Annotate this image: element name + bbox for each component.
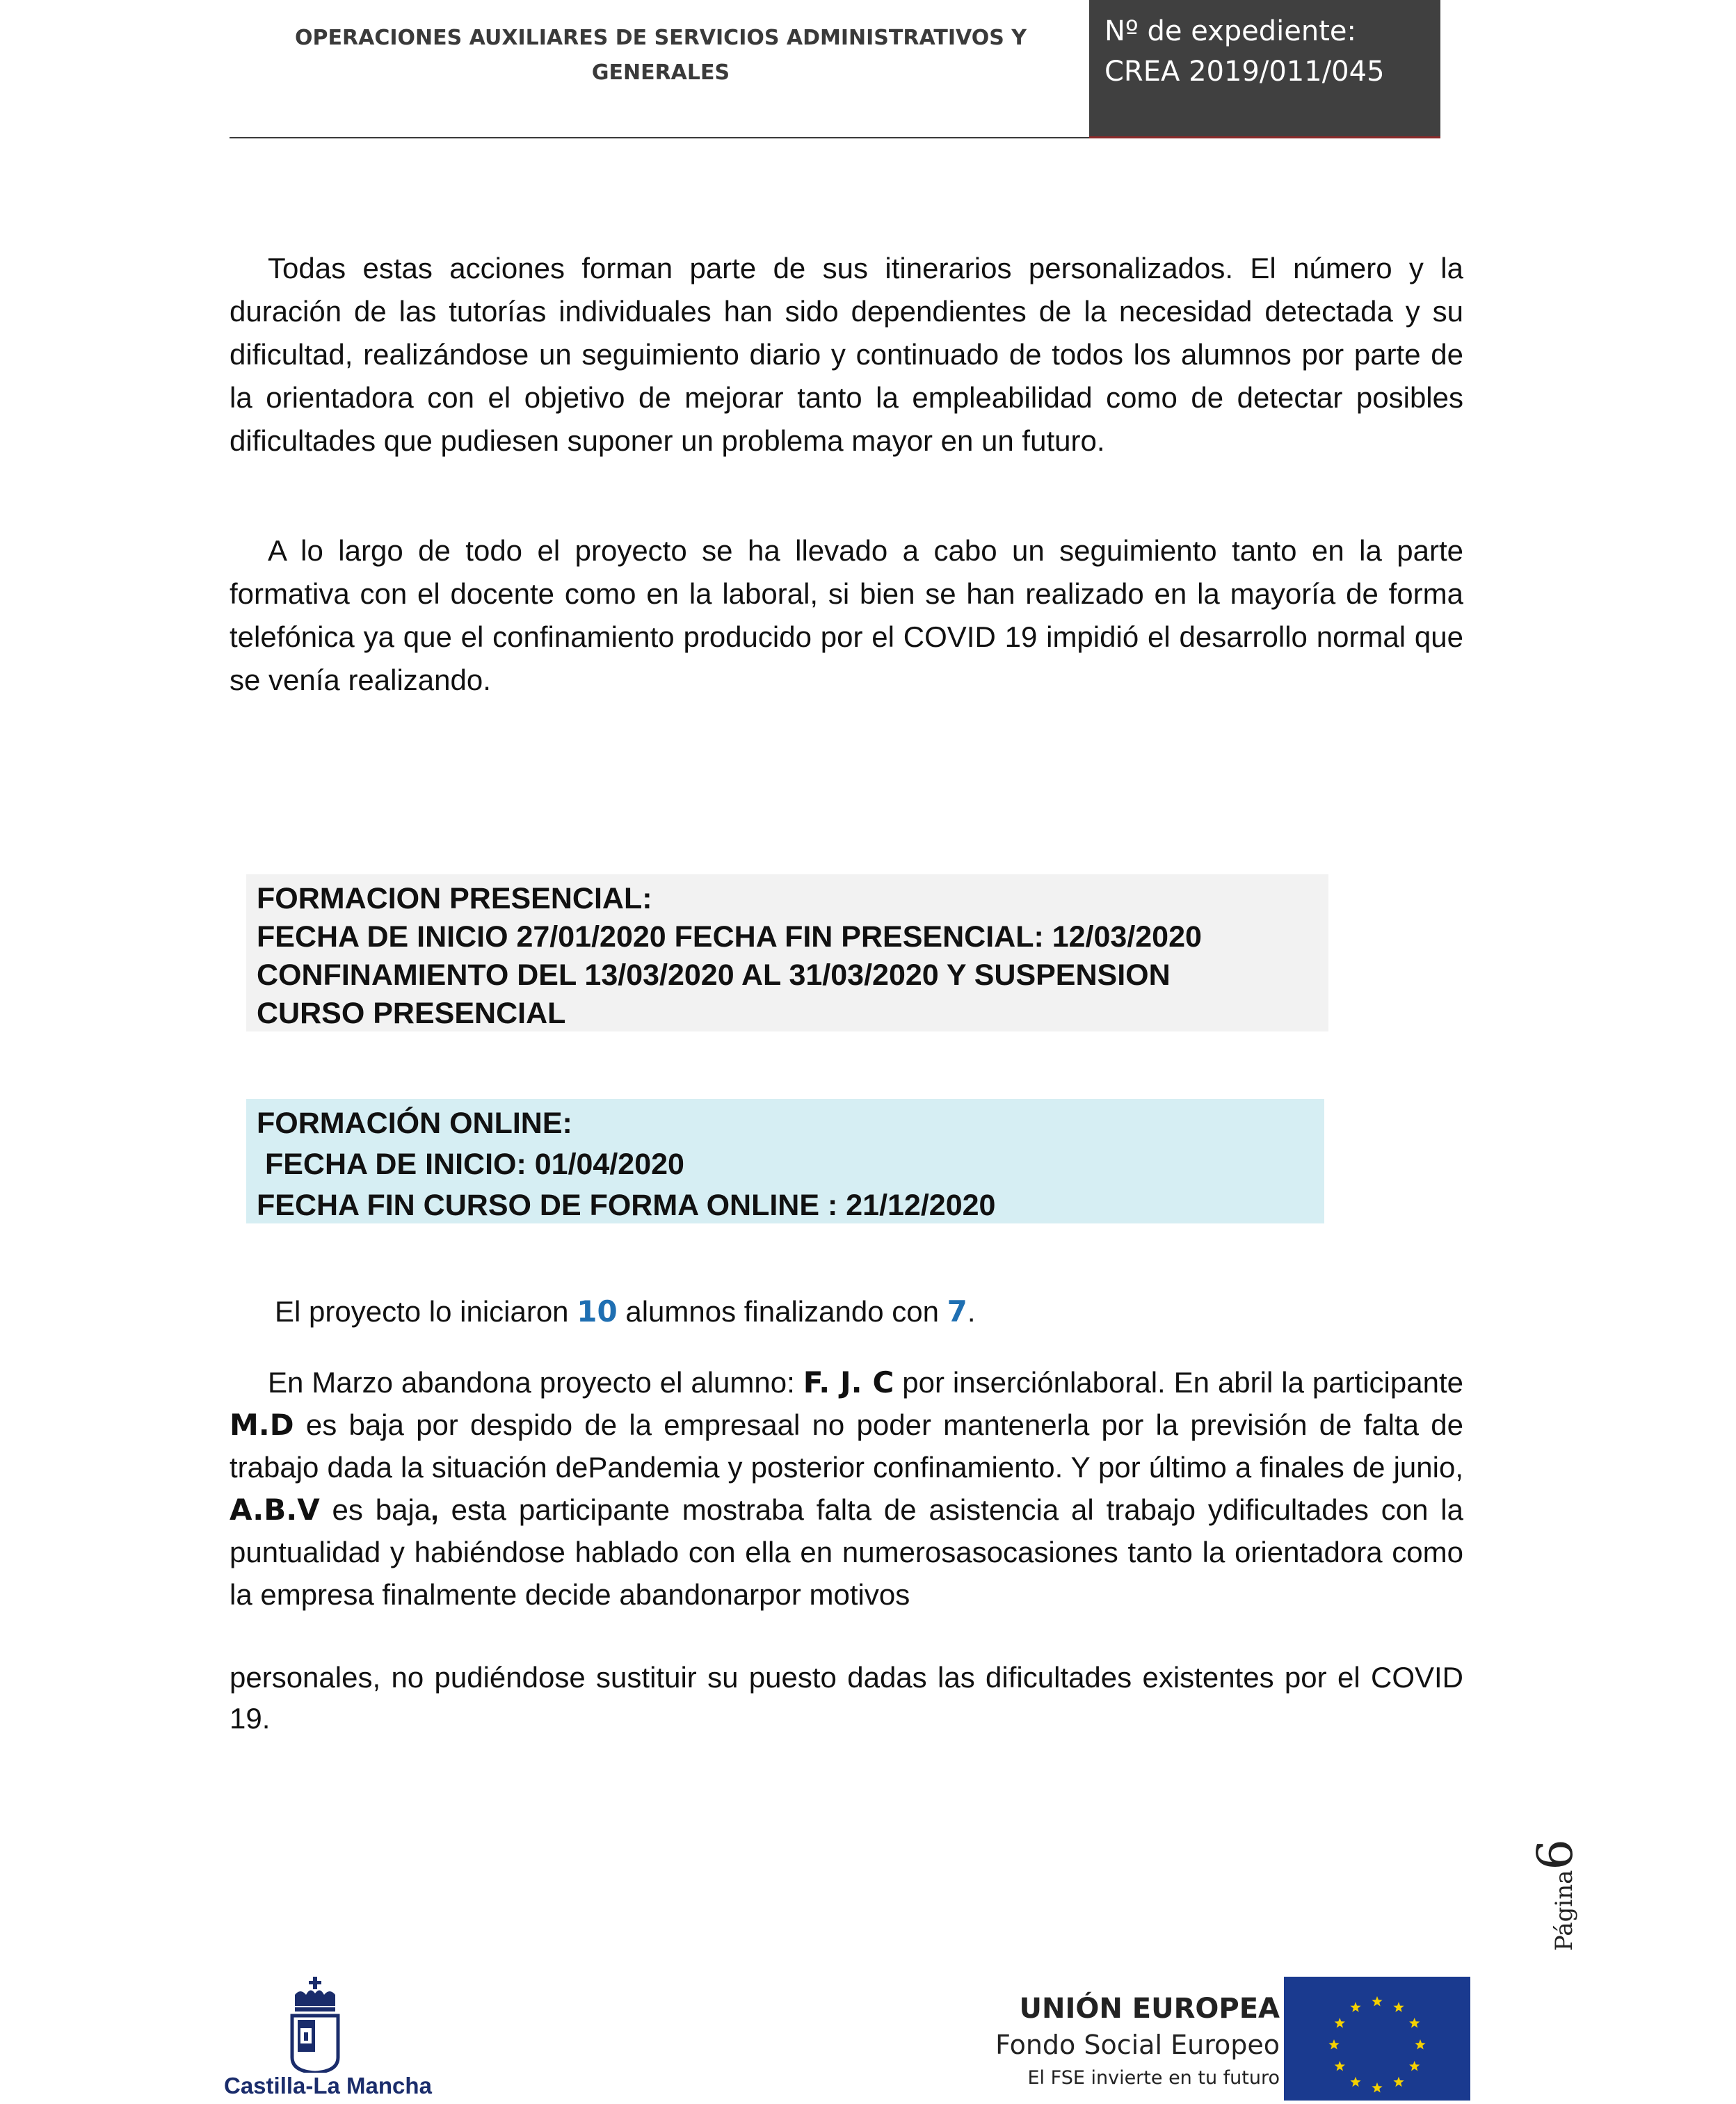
eu-star xyxy=(1335,2061,1345,2071)
eu-star xyxy=(1393,2002,1404,2012)
online-end-date: FECHA FIN CURSO DE FORMA ONLINE : 21/12/2020 xyxy=(257,1189,996,1222)
header-divider xyxy=(230,137,1089,138)
presencial-confinamiento: CONFINAMIENTO DEL 13/03/2020 AL 31/03/2020 Y SUSPENSION xyxy=(257,958,1171,992)
bajas-comma: , xyxy=(431,1493,439,1526)
bajas-text-3: es baja por despido de la empresaal no poder mantenerla por la previsión de falta de trabajo dada la situación dePandemia y posterior confinamiento. Y por último a finales de junio, xyxy=(230,1408,1463,1484)
summary-middle: alumnos finalizando con xyxy=(617,1295,947,1328)
page-label: Página xyxy=(1550,1870,1578,1951)
eu-star xyxy=(1350,2002,1360,2012)
students-started-count: 10 xyxy=(577,1294,618,1328)
bajas-text-4: es baja xyxy=(319,1493,431,1526)
eu-flag-icon xyxy=(1284,1977,1470,2101)
summary-suffix: . xyxy=(967,1295,976,1328)
eu-title: UNIÓN EUROPEA xyxy=(1019,1993,1280,2025)
castilla-la-mancha-name: Castilla-La Mancha xyxy=(224,2073,432,2098)
bajas-text-6: personales, no pudiéndose sustituir su puesto dadas las dificultades existentes por el COVID 19. xyxy=(230,1661,1463,1735)
expediente-box xyxy=(1089,0,1440,138)
paragraph-seguimiento xyxy=(230,529,1463,702)
eu-star xyxy=(1335,2018,1345,2028)
formacion-online-box xyxy=(246,1099,1324,1223)
eu-star xyxy=(1328,2039,1339,2050)
presencial-dates: FECHA DE INICIO 27/01/2020 FECHA FIN PRESENCIAL: 12/03/2020 xyxy=(257,920,1202,954)
document-header-title xyxy=(278,21,1043,90)
castilla-la-mancha-emblem-icon xyxy=(223,1975,431,2073)
header-title-line-1: OPERACIONES AUXILIARES DE SERVICIOS ADMINISTRATIVOS Y xyxy=(295,26,1027,50)
paragraph-bajas xyxy=(230,1361,1463,1616)
eu-stars-icon xyxy=(1284,1977,1470,2101)
presencial-heading: FORMACION PRESENCIAL: xyxy=(257,882,652,915)
expediente-label: Nº de expediente: xyxy=(1104,15,1357,47)
bajas-text-5: esta participante mostraba falta de asistencia al trabajo ydificultades con la puntualidad y habiéndose hablado con ella en numerosasocasiones tanto la orientadora como la empresa finalmente decide abandonarpor motivos xyxy=(230,1493,1463,1611)
eu-star xyxy=(1372,2082,1382,2093)
paragraph-seguimiento-text: A lo largo de todo el proyecto se ha llevado a cabo un seguimiento tanto en la parte formativa con el docente como en la laboral, si bien se han realizado en la mayoría de forma telefónica ya que el confinamiento producido por el COVID 19 impidió el desarrollo normal que se venía realizando. xyxy=(230,534,1463,696)
page-number-rotated xyxy=(1527,1826,1589,1951)
eu-star xyxy=(1393,2077,1404,2087)
paragraph-itinerarios xyxy=(230,247,1463,463)
page-number-value: 6 xyxy=(1527,1839,1584,1870)
eu-slogan: El FSE invierte en tu futuro xyxy=(1027,2067,1280,2089)
student-initials-3: A.B.V xyxy=(230,1493,320,1527)
summary-line xyxy=(275,1290,1457,1333)
presencial-suspension: CURSO PRESENCIAL xyxy=(257,997,566,1030)
bajas-text-2: por inserciónlaboral. En abril la participante xyxy=(894,1366,1463,1399)
header-title-line-2: GENERALES xyxy=(591,61,730,85)
student-initials-1: F. J. C xyxy=(803,1365,894,1399)
bajas-text-1: En Marzo abandona proyecto el alumno: xyxy=(268,1366,803,1399)
eu-star xyxy=(1409,2018,1420,2028)
paragraph-itinerarios-text: Todas estas acciones forman parte de sus itinerarios personalizados. El número y la duración de las tutorías individuales han sido dependientes de la necesidad detectada y su dificultad, realizándose un seguimiento diario y continuado de todos los alumnos por parte de la orientadora con el objetivo de mejorar tanto la empleabilidad como de detectar posibles dificultades que pudiesen suponer un problema mayor en un futuro. xyxy=(230,252,1463,457)
online-start-date: FECHA DE INICIO: 01/04/2020 xyxy=(257,1148,684,1181)
eu-star xyxy=(1372,1996,1382,2007)
expediente-value: CREA 2019/011/045 xyxy=(1104,56,1385,88)
online-heading: FORMACIÓN ONLINE: xyxy=(257,1107,572,1140)
paragraph-bajas-end xyxy=(230,1657,1463,1739)
eu-star xyxy=(1409,2061,1420,2071)
students-finished-count: 7 xyxy=(947,1294,967,1328)
eu-star xyxy=(1415,2039,1425,2050)
eu-fse-text xyxy=(967,1991,1280,2094)
eu-star xyxy=(1350,2077,1360,2087)
summary-prefix: El proyecto lo iniciaron xyxy=(275,1295,577,1328)
formacion-presencial-box xyxy=(246,874,1328,1031)
page-number xyxy=(1527,1826,1589,1951)
eu-fund-name: Fondo Social Europeo xyxy=(995,2030,1280,2060)
student-initials-2: M.D xyxy=(230,1408,294,1442)
